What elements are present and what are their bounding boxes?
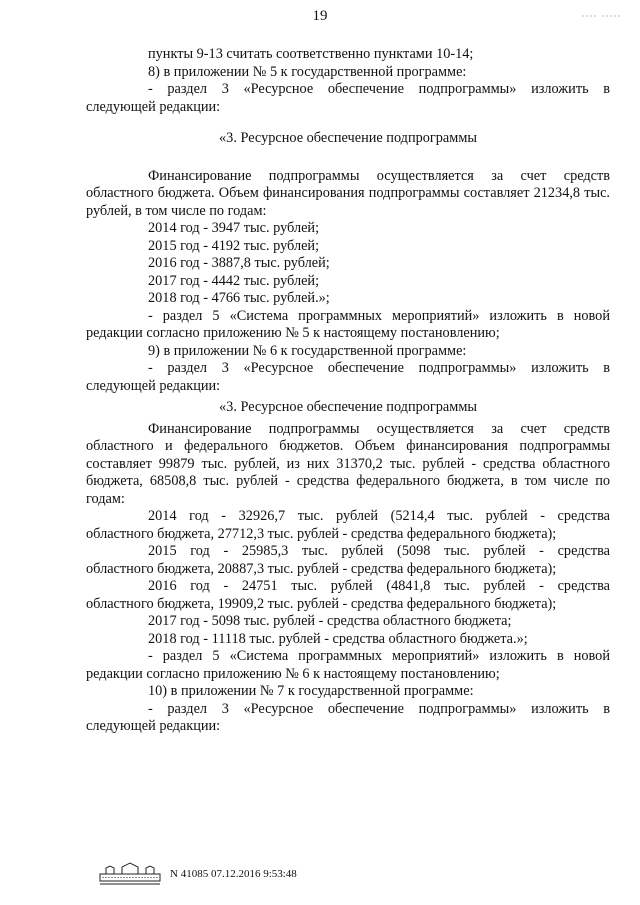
paragraph: - раздел 5 «Система программных мероприятий» изложить в новой [148, 307, 610, 324]
paragraph: следующей редакции: [86, 718, 221, 734]
paragraph: областного бюджета, 27712,3 тыс. рублей - средства федерального бюджета); [86, 525, 557, 542]
page-number: 19 [312, 8, 328, 24]
paragraph: Финансирование подпрограммы осуществляется за счет средств [148, 167, 610, 184]
paragraph: - раздел 5 «Система программных мероприятий» изложить в новой [148, 648, 610, 664]
document-footer [98, 862, 338, 886]
section-heading: «3. Ресурсное обеспечение подпрограммы [219, 130, 477, 146]
paragraph: 8) в приложении № 5 к государственной программе: [148, 63, 467, 80]
document-stamp: N 41085 07.12.2016 9:53:48 [170, 868, 297, 880]
year-line: 2015 год - 4192 тыс. рублей; [148, 237, 320, 254]
government-logo-icon [98, 862, 162, 886]
year-line: 2017 год - 4442 тыс. рублей; [148, 272, 320, 289]
paragraph: пункты 9-13 считать соответственно пунктами 10-14; [148, 46, 474, 62]
paragraph: следующей редакции: [86, 377, 221, 394]
paragraph: областного бюджета, 20887,3 тыс. рублей - средства федерального бюджета); [86, 560, 557, 577]
paragraph: Финансирование подпрограммы осуществляется за счет средств [148, 420, 610, 437]
paragraph: областного и федерального бюджетов. Объем финансирования подпрограммы составляет 99879 тыс. рублей, из них 31370,2 тыс. рублей - средства областного бюджета, 68508,8 тыс. рублей - средства федерального бюджета, в том числе по годам: [86, 438, 610, 507]
year-line: 2018 год - 4766 тыс. рублей.»; [148, 290, 330, 306]
paragraph: следующей редакции: [86, 98, 221, 115]
paragraph: областного бюджета. Объем финансирования подпрограммы составляет 21234,8 тыс. рублей, в том числе по годам: [86, 185, 610, 219]
paragraph: 9) в приложении № 6 к государственной программе: [148, 342, 467, 359]
paragraph: областного бюджета, 19909,2 тыс. рублей - средства федерального бюджета); [86, 595, 557, 612]
paragraph: - раздел 3 «Ресурсное обеспечение подпрограммы» изложить в [148, 360, 610, 376]
document-body [86, 46, 610, 736]
year-line: 2014 год - 3947 тыс. рублей; [148, 220, 320, 236]
year-line: 2015 год - 25985,3 тыс. рублей (5098 тыс. рублей - средства [148, 543, 610, 559]
paragraph: - раздел 3 «Ресурсное обеспечение подпрограммы» изложить в [148, 81, 610, 97]
year-line: 2016 год - 24751 тыс. рублей (4841,8 тыс. рублей - средства [148, 578, 610, 594]
paragraph: 10) в приложении № 7 к государственной программе: [148, 683, 474, 699]
paragraph: редакции согласно приложению № 6 к настоящему постановлению; [86, 665, 500, 682]
paragraph: редакции согласно приложению № 5 к настоящему постановлению; [86, 325, 500, 341]
paragraph: - раздел 3 «Ресурсное обеспечение подпрограммы» изложить в [148, 700, 610, 717]
section-heading: «3. Ресурсное обеспечение подпрограммы [219, 399, 477, 415]
year-line: 2014 год - 32926,7 тыс. рублей (5214,4 тыс. рублей - средства [148, 508, 610, 524]
year-line: 2016 год - 3887,8 тыс. рублей; [148, 255, 330, 271]
year-line: 2017 год - 5098 тыс. рублей - средства областного бюджета; [148, 613, 512, 629]
year-line: 2018 год - 11118 тыс. рублей - средства областного бюджета.»; [148, 630, 528, 647]
